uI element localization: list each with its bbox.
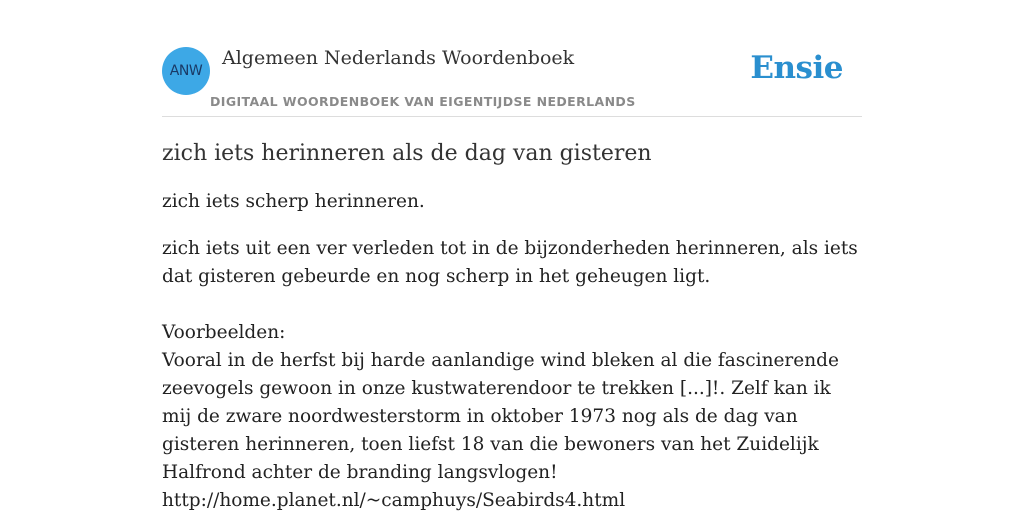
- entry-content: [162, 138, 862, 515]
- site-title: Algemeen Nederlands Woordenboek: [222, 47, 575, 69]
- long-definition: zich iets uit een ver verleden tot in de bijzonderheden herinneren, als iets dat gisteren gebeurde en nog scherp in het geheugen ligt.: [162, 238, 858, 287]
- logo-text: ANW: [169, 63, 203, 79]
- site-subtitle: DIGITAAL WOORDENBOEK VAN EIGENTIJDSE NEDERLANDS: [210, 94, 636, 109]
- entry-title: zich iets herinneren als de dag van gisteren: [162, 141, 652, 166]
- site-header: [162, 44, 862, 117]
- example-text: Vooral in de herfst bij harde aanlandige wind bleken al die fascinerende zeevogels gewoon in onze kustwaterendoor te trekken [...]!. Zelf kan ik mij de zware noordwesterstorm in oktober 1973 nog als de dag van gisteren herinneren, toen liefst 18 van die bewoners van het Zuidelijk Halfrond achter de branding langsvlogen!: [162, 350, 839, 483]
- examples-label: Voorbeelden:: [162, 322, 286, 343]
- short-definition: zich iets scherp herinneren.: [162, 191, 425, 212]
- ensie-brand-link[interactable]: Ensie: [750, 50, 843, 86]
- anw-logo[interactable]: [162, 47, 210, 95]
- source-link[interactable]: http://home.planet.nl/~camphuys/Seabirds4.html: [162, 490, 626, 511]
